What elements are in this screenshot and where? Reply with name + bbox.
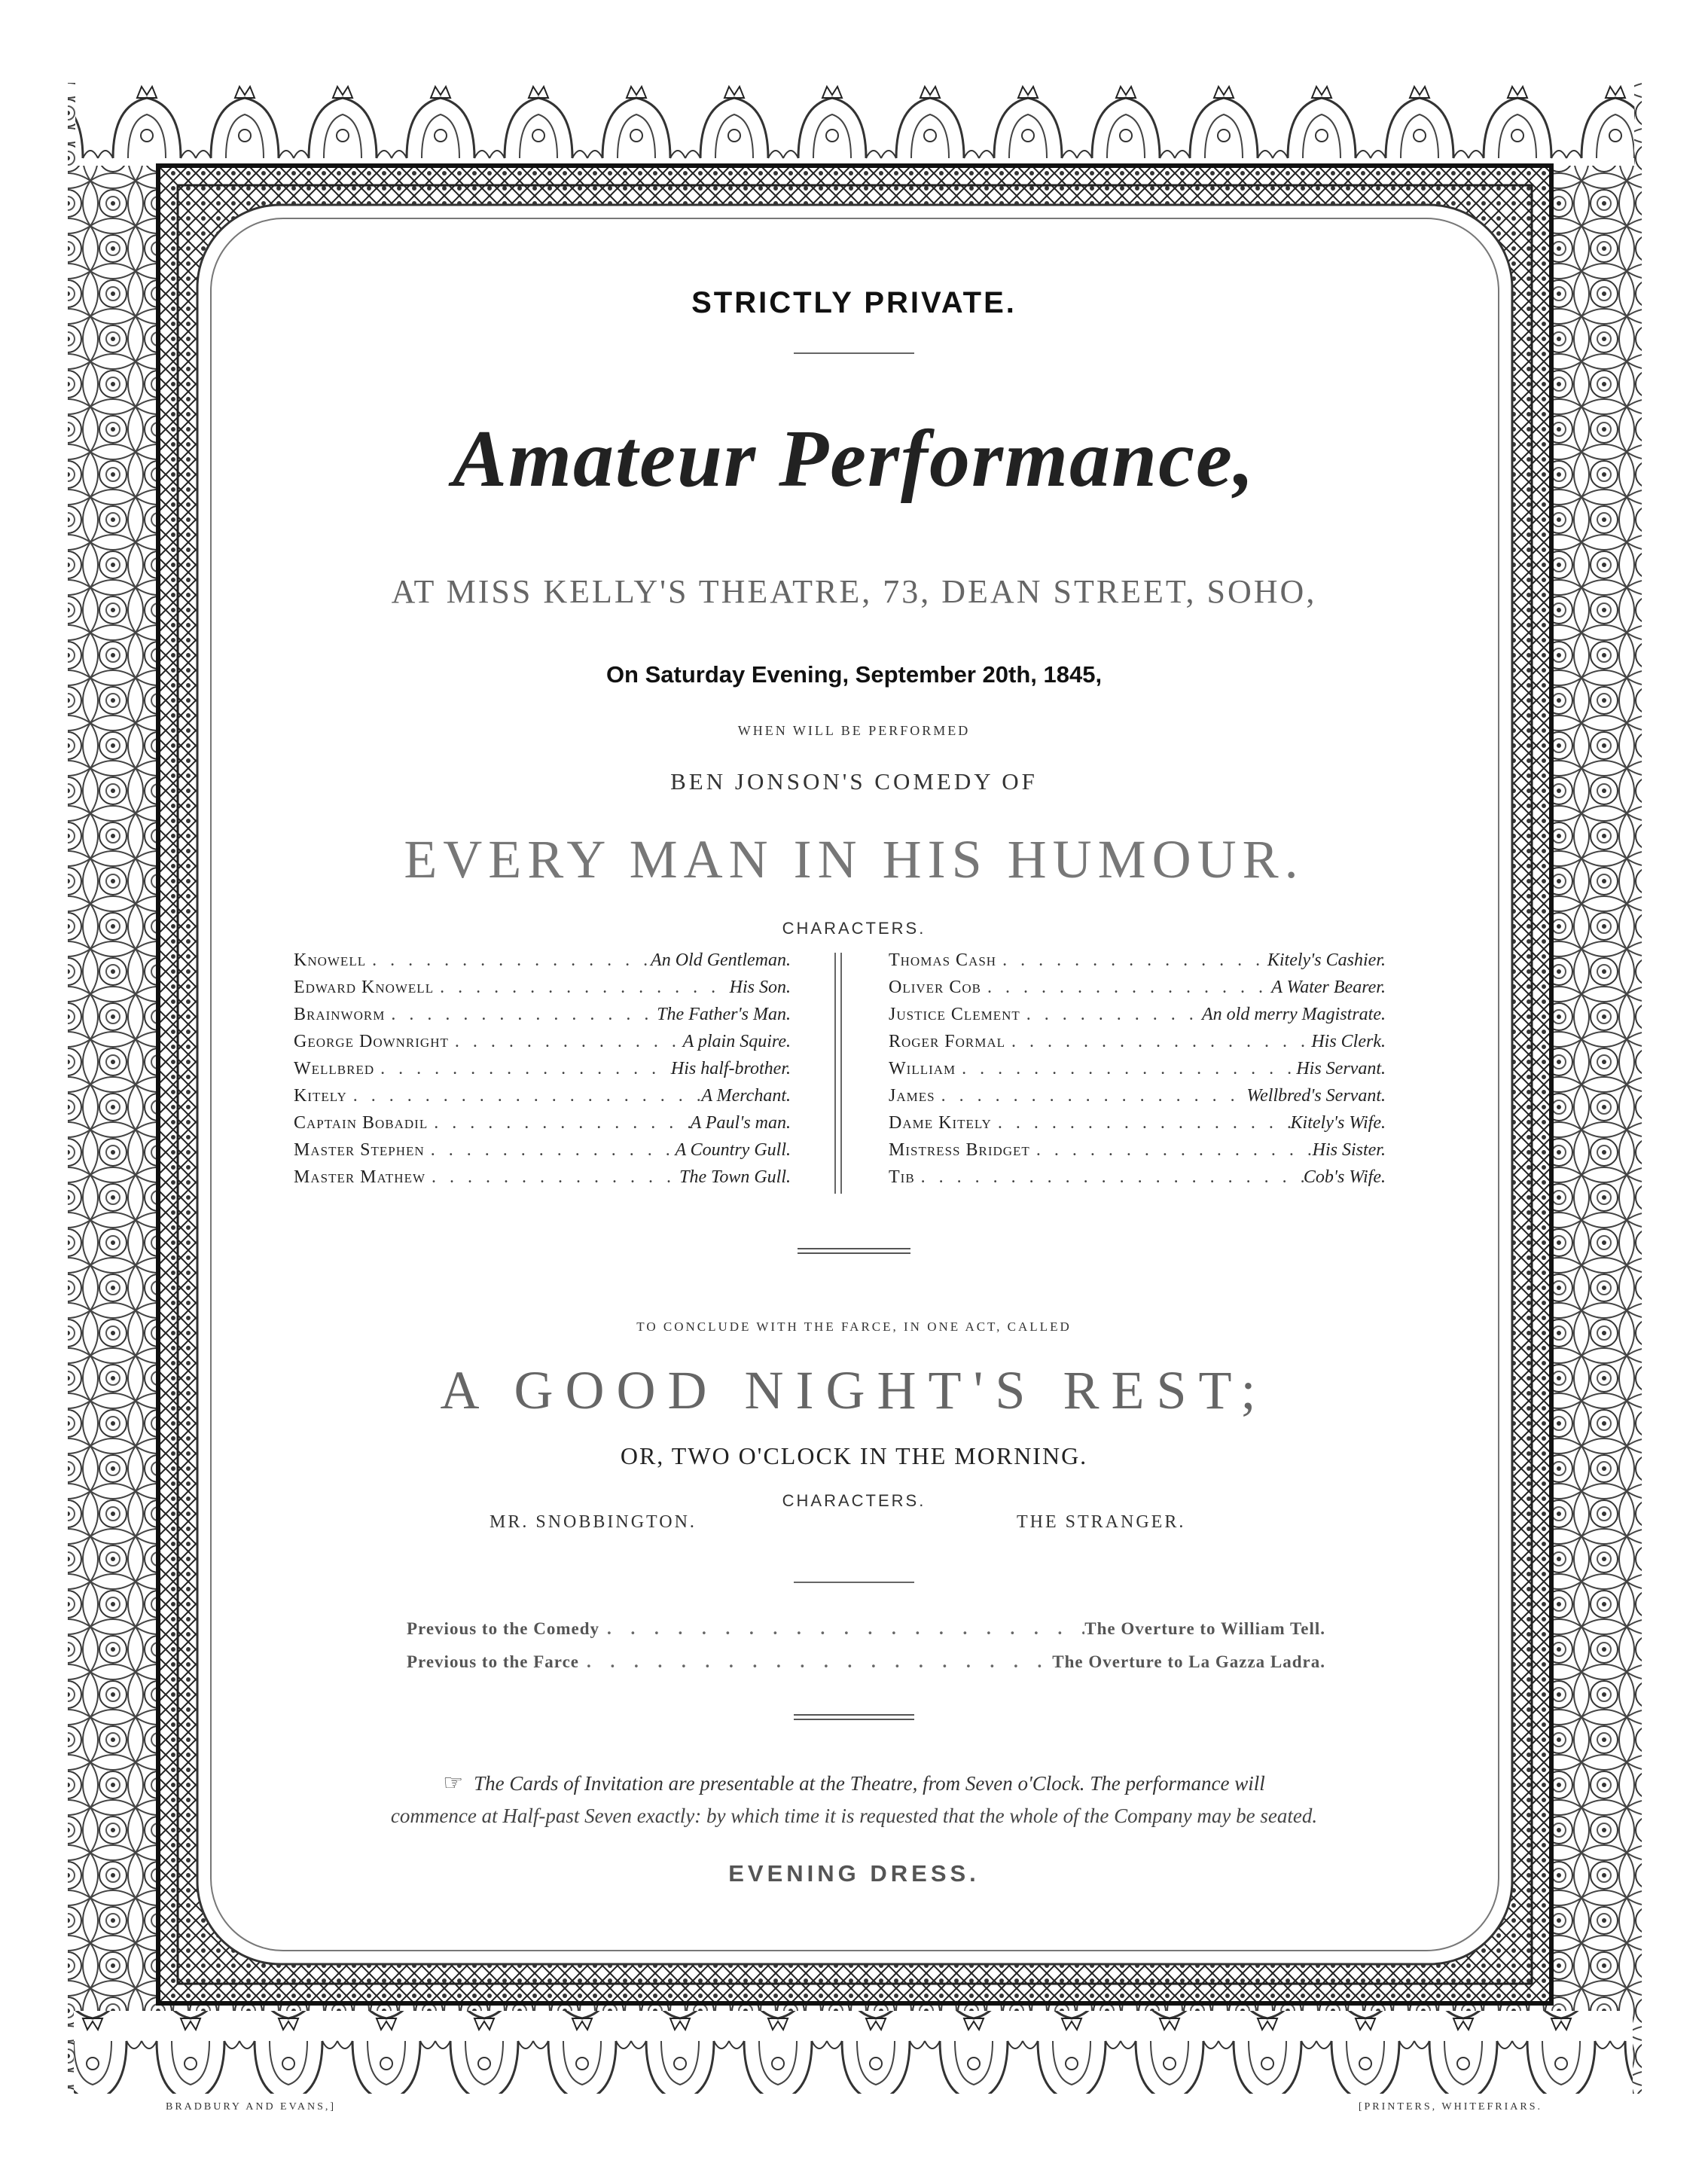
- dot-leader: [374, 1059, 671, 1079]
- character-role: The Father's Man.: [657, 1005, 791, 1024]
- character-name: James: [889, 1086, 935, 1106]
- cast-row: [889, 1032, 1386, 1059]
- character-role: Kitely's Wife.: [1290, 1113, 1386, 1133]
- divider: [794, 352, 914, 354]
- dot-leader: [996, 950, 1267, 971]
- dot-leader: [915, 1167, 1304, 1188]
- dot-leader: [425, 1167, 679, 1188]
- cast-row: [294, 1140, 791, 1167]
- music-when: Previous to the Farce: [407, 1652, 580, 1671]
- cast-row: [294, 1113, 791, 1140]
- character-role: His Servant.: [1296, 1059, 1386, 1078]
- divider: [794, 1714, 914, 1720]
- author-line: BEN JONSON'S COMEDY OF: [670, 768, 1038, 795]
- divider: [794, 1582, 914, 1583]
- dot-leader: [579, 1652, 1052, 1672]
- pointing-hand-icon: ☞: [443, 1771, 464, 1795]
- dot-leader: [1005, 1032, 1311, 1052]
- dot-leader: [425, 1140, 676, 1161]
- character-name: Captain Bobadil: [294, 1113, 429, 1133]
- when-performed: WHEN WILL BE PERFORMED: [737, 723, 971, 738]
- cast-row: [294, 1005, 791, 1032]
- character-name: Kitely: [294, 1086, 347, 1106]
- dot-leader: [385, 1005, 657, 1025]
- play-title: EVERY MAN IN HIS HUMOUR.: [404, 829, 1304, 889]
- music-piece: The Overture to William Tell.: [1084, 1619, 1325, 1638]
- cast-list-left: [294, 950, 791, 1207]
- farce-subtitle: OR, TWO O'CLOCK IN THE MORNING.: [620, 1442, 1088, 1469]
- character-name: Oliver Cob: [889, 978, 982, 997]
- character-name: Dame Kitely: [889, 1113, 992, 1133]
- cast-row: [889, 1086, 1386, 1113]
- dot-leader: [449, 1032, 683, 1052]
- dot-leader: [428, 1113, 690, 1133]
- divider: [798, 1248, 910, 1254]
- cast-row: [294, 950, 791, 978]
- character-role: A Merchant.: [701, 1086, 791, 1106]
- cast-row: [889, 1140, 1386, 1167]
- amateur-performance-title: Amateur Performance,: [453, 414, 1255, 504]
- character-role: The Town Gull.: [679, 1167, 791, 1187]
- dot-leader: [1030, 1140, 1313, 1161]
- farce-character-snobbington: MR. SNOBBINGTON.: [490, 1512, 697, 1532]
- character-name: Master Stephen: [294, 1140, 425, 1160]
- music-when: Previous to the Comedy: [407, 1619, 600, 1638]
- evening-dress: EVENING DRESS.: [728, 1860, 980, 1887]
- performance-date: On Saturday Evening, September 20th, 1845,: [605, 661, 1103, 688]
- dot-leader: [599, 1619, 1084, 1639]
- character-name: William: [889, 1059, 956, 1078]
- character-name: Wellbred: [294, 1059, 375, 1078]
- dot-leader: [935, 1086, 1247, 1106]
- cast-row: [294, 1086, 791, 1113]
- character-role: A Water Bearer.: [1271, 978, 1386, 997]
- farce-title: A GOOD NIGHT'S REST;: [440, 1360, 1268, 1420]
- dot-leader: [992, 1113, 1291, 1133]
- cast-list-right: [889, 950, 1386, 1207]
- cast-row: [889, 1059, 1386, 1086]
- strictly-private-heading: STRICTLY PRIVATE.: [691, 286, 1017, 319]
- farce-intro: TO CONCLUDE WITH THE FARCE, IN ONE ACT, CALLED: [636, 1319, 1072, 1334]
- character-name: George Downright: [294, 1032, 449, 1051]
- farce-characters-heading: CHARACTERS.: [782, 1491, 926, 1510]
- character-role: A plain Squire.: [682, 1032, 791, 1051]
- character-role: Kitely's Cashier.: [1267, 950, 1386, 970]
- cast-row: [889, 1113, 1386, 1140]
- playbill: [249, 241, 1459, 1943]
- character-role: Cob's Wife.: [1303, 1167, 1386, 1187]
- character-role: His Sister.: [1312, 1140, 1386, 1160]
- character-name: Mistress Bridget: [889, 1140, 1030, 1160]
- character-name: Brainworm: [294, 1005, 386, 1024]
- character-role: Wellbred's Servant.: [1246, 1086, 1386, 1106]
- character-name: Edward Knowell: [294, 978, 435, 997]
- printer-imprint-right: [PRINTERS, WHITEFRIARS.: [1358, 2101, 1542, 2113]
- music-piece: The Overture to La Gazza Ladra.: [1052, 1652, 1325, 1671]
- character-name: Knowell: [294, 950, 367, 970]
- cast-row: [889, 1167, 1386, 1194]
- cast-row: [294, 1059, 791, 1086]
- character-role: His Son.: [729, 978, 791, 997]
- venue-line: AT MISS KELLY'S THEATRE, 73, DEAN STREET, SOHO,: [391, 573, 1317, 610]
- character-name: Master Mathew: [294, 1167, 426, 1187]
- character-role: His Clerk.: [1311, 1032, 1386, 1051]
- character-role: An old merry Magistrate.: [1202, 1005, 1386, 1024]
- character-name: Thomas Cash: [889, 950, 997, 970]
- dot-leader: [366, 950, 651, 971]
- dot-leader: [347, 1086, 702, 1106]
- music-row: [407, 1652, 1325, 1682]
- farce-character-stranger: THE STRANGER.: [1017, 1512, 1186, 1532]
- cast-row: [294, 978, 791, 1005]
- music-list: [407, 1619, 1325, 1695]
- invitation-notice: [249, 1770, 1459, 1796]
- dot-leader: [434, 978, 730, 998]
- character-name: Roger Formal: [889, 1032, 1006, 1051]
- character-role: His half-brother.: [670, 1059, 791, 1078]
- dot-leader: [956, 1059, 1296, 1079]
- character-role: A Country Gull.: [675, 1140, 791, 1160]
- cast-row: [294, 1032, 791, 1059]
- character-name: Tib: [889, 1167, 915, 1187]
- cast-row: [889, 950, 1386, 978]
- cast-row: [889, 1005, 1386, 1032]
- characters-heading: CHARACTERS.: [782, 919, 926, 938]
- music-row: [407, 1619, 1325, 1649]
- printer-imprint-left: BRADBURY AND EVANS,]: [166, 2101, 337, 2113]
- notice-line-1: The Cards of Invitation are presentable at the Theatre, from Seven o'Clock. The performance will: [474, 1772, 1265, 1795]
- character-role: An Old Gentleman.: [651, 950, 791, 970]
- character-role: A Paul's man.: [690, 1113, 791, 1133]
- dot-leader: [981, 978, 1271, 998]
- cast-row: [889, 978, 1386, 1005]
- column-divider: [834, 953, 842, 1194]
- character-name: Justice Clement: [889, 1005, 1020, 1024]
- cast-row: [294, 1167, 791, 1194]
- dot-leader: [1020, 1005, 1202, 1025]
- notice-line-2: commence at Half-past Seven exactly: by which time it is requested that the whole of the Company may be seated.: [390, 1804, 1318, 1827]
